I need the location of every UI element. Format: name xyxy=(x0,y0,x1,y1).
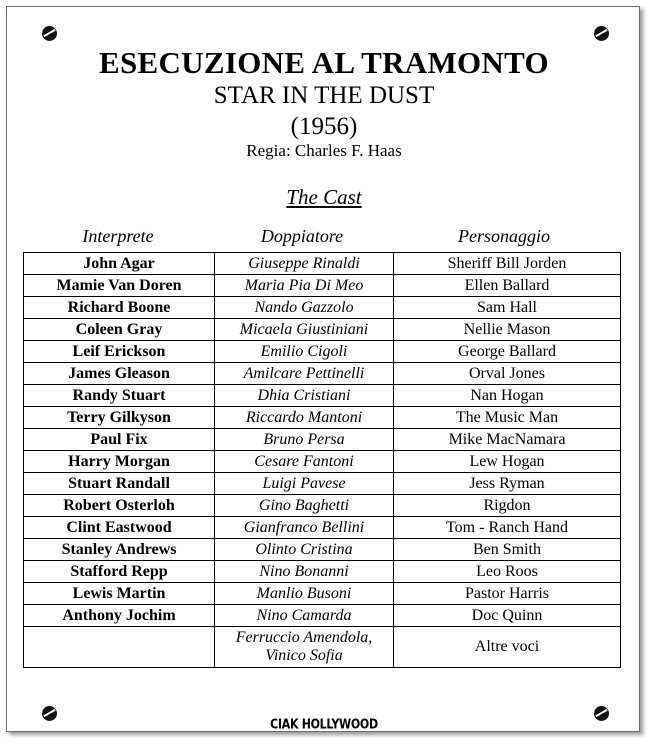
table-row xyxy=(24,495,621,517)
table-row xyxy=(24,605,621,627)
voice-cell: Emilio Cigoli xyxy=(215,341,394,363)
table-row xyxy=(24,429,621,451)
actor-cell: Clint Eastwood xyxy=(24,517,215,539)
voice-cell: Gino Baghetti xyxy=(215,495,394,517)
role-cell: Mike MacNamara xyxy=(394,429,621,451)
voice-line: Vinico Sofia xyxy=(265,647,343,664)
actor-cell: Randy Stuart xyxy=(24,385,215,407)
table-row xyxy=(24,451,621,473)
voice-cell: Giuseppe Rinaldi xyxy=(215,253,394,275)
actor-cell: James Gleason xyxy=(24,363,215,385)
voice-cell: Riccardo Mantoni xyxy=(215,407,394,429)
voice-cell: Cesare Fantoni xyxy=(215,451,394,473)
table-row xyxy=(24,583,621,605)
table-row xyxy=(24,407,621,429)
role-cell: Jess Ryman xyxy=(394,473,621,495)
voice-cell: Bruno Persa xyxy=(215,429,394,451)
role-cell: Orval Jones xyxy=(394,363,621,385)
role-cell: Nan Hogan xyxy=(394,385,621,407)
table-row xyxy=(24,561,621,583)
table-row-other-voices xyxy=(24,627,621,668)
voice-cell: Nino Bonanni xyxy=(215,561,394,583)
role-cell: Tom - Ranch Hand xyxy=(394,517,621,539)
film-title: ESECUZIONE AL TRAMONTO xyxy=(99,45,549,80)
actor-cell: Stuart Randall xyxy=(24,473,215,495)
role-cell: Ben Smith xyxy=(394,539,621,561)
voice-cell: Amilcare Pettinelli xyxy=(215,363,394,385)
voice-cell: Olinto Cristina xyxy=(215,539,394,561)
actor-cell: Stafford Repp xyxy=(24,561,215,583)
voice-cell: Maria Pia Di Meo xyxy=(215,275,394,297)
actor-cell: John Agar xyxy=(24,253,215,275)
voice-cell: Micaela Giustiniani xyxy=(215,319,394,341)
role-cell: Doc Quinn xyxy=(394,605,621,627)
role-cell: Sheriff Bill Jorden xyxy=(394,253,621,275)
column-header-role: Personaggio xyxy=(458,226,550,246)
table-row xyxy=(24,341,621,363)
role-cell: Lew Hogan xyxy=(394,451,621,473)
column-header-actor: Interprete xyxy=(82,226,154,246)
actor-cell: Mamie Van Doren xyxy=(24,275,215,297)
table-row xyxy=(24,473,621,495)
table-row xyxy=(24,517,621,539)
voice-cell-other-voices xyxy=(215,627,394,668)
screw-icon xyxy=(594,26,609,41)
role-cell: Sam Hall xyxy=(394,297,621,319)
director-credit: Regia: Charles F. Haas xyxy=(246,141,402,160)
voice-cell: Luigi Pavese xyxy=(215,473,394,495)
table-row xyxy=(24,253,621,275)
film-year: (1956) xyxy=(290,113,358,140)
cast-heading: The Cast xyxy=(286,185,362,209)
original-title: STAR IN THE DUST xyxy=(213,82,435,109)
actor-cell: Coleen Gray xyxy=(24,319,215,341)
role-cell: Leo Roos xyxy=(394,561,621,583)
table-row xyxy=(24,319,621,341)
voice-cell: Manlio Busoni xyxy=(215,583,394,605)
actor-cell: Terry Gilkyson xyxy=(24,407,215,429)
table-row xyxy=(24,539,621,561)
table-row xyxy=(24,275,621,297)
role-cell: Rigdon xyxy=(394,495,621,517)
actor-cell: Harry Morgan xyxy=(24,451,215,473)
empty-actor-cell xyxy=(24,627,215,668)
actor-cell: Lewis Martin xyxy=(24,583,215,605)
screw-icon xyxy=(42,26,57,41)
role-cell: The Music Man xyxy=(394,407,621,429)
actor-cell: Paul Fix xyxy=(24,429,215,451)
role-cell: George Ballard xyxy=(394,341,621,363)
actor-cell: Robert Osterloh xyxy=(24,495,215,517)
actor-cell: Leif Erickson xyxy=(24,341,215,363)
voice-cell: Nino Camarda xyxy=(215,605,394,627)
cast-plaque xyxy=(6,6,640,732)
role-cell-other-voices: Altre voci xyxy=(394,627,621,668)
voice-cell: Gianfranco Bellini xyxy=(215,517,394,539)
ciak-hollywood-logo: CIAK HOLLYWOOD xyxy=(270,716,378,733)
cast-table xyxy=(23,252,621,668)
role-cell: Ellen Ballard xyxy=(394,275,621,297)
role-cell: Nellie Mason xyxy=(394,319,621,341)
role-cell: Pastor Harris xyxy=(394,583,621,605)
voice-line: Ferruccio Amendola, xyxy=(235,629,373,646)
voice-cell: Dhia Cristiani xyxy=(215,385,394,407)
table-row xyxy=(24,363,621,385)
table-row xyxy=(24,385,621,407)
actor-cell: Anthony Jochim xyxy=(24,605,215,627)
column-header-voice: Doppiatore xyxy=(260,226,344,246)
table-row xyxy=(24,297,621,319)
voice-cell: Nando Gazzolo xyxy=(215,297,394,319)
actor-cell: Stanley Andrews xyxy=(24,539,215,561)
actor-cell: Richard Boone xyxy=(24,297,215,319)
